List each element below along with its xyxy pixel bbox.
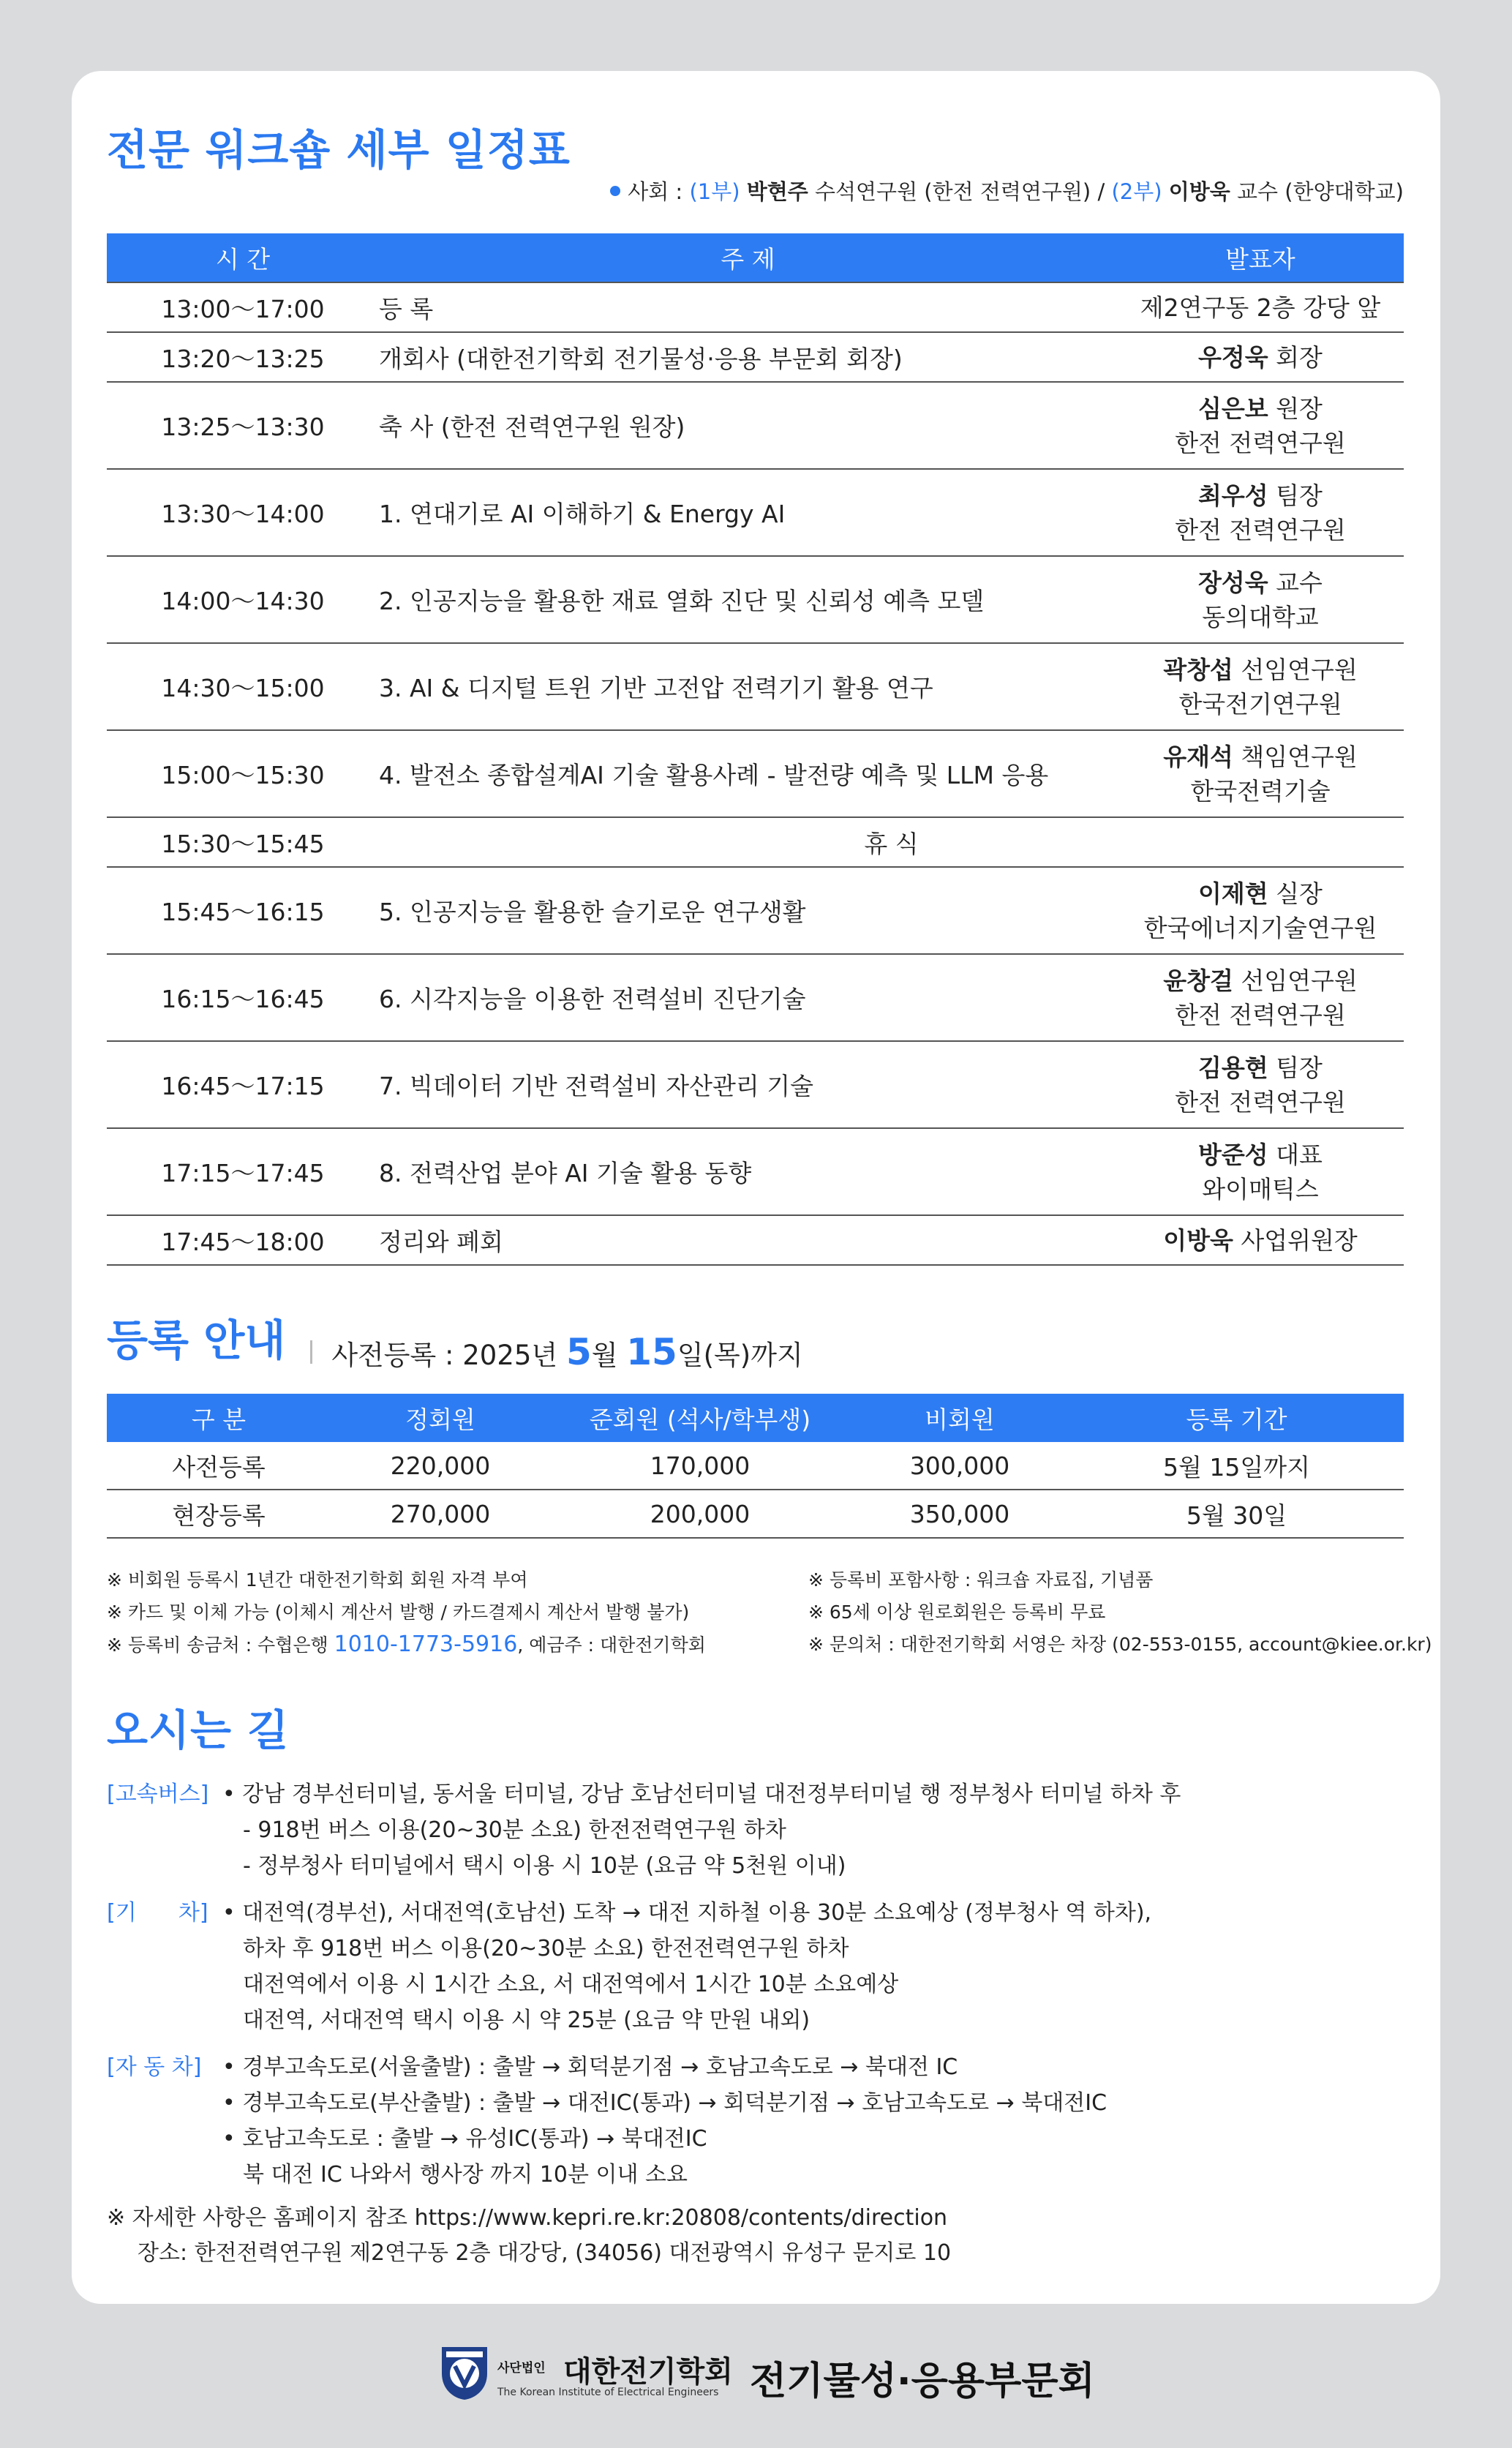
- divider: [310, 1340, 312, 1364]
- fee-cell: 170,000: [550, 1442, 850, 1490]
- presenter-title: 교수: [1268, 568, 1323, 597]
- note-item: ※ 65세 이상 원로회원은 등록비 무료: [808, 1602, 1106, 1623]
- presenter-name: 이제현: [1198, 879, 1268, 908]
- moderator-part2: (2부): [1111, 179, 1162, 204]
- schedule-presenter: [1117, 1128, 1404, 1215]
- presenter-title: 대표: [1268, 1140, 1323, 1169]
- fee-cell: 5월 30일: [1069, 1490, 1404, 1538]
- moderator-name1: 박현주: [746, 179, 808, 204]
- presenter-line: [1117, 1138, 1404, 1172]
- moderator-title2: 교수 (한양대학교): [1230, 179, 1404, 204]
- fee-header-nonmember: 비회원: [850, 1394, 1069, 1442]
- presenter-name: 유재석: [1163, 742, 1233, 771]
- moderator-name2: 이방욱: [1168, 179, 1230, 204]
- schedule-time: 15:30～15:45: [107, 817, 379, 867]
- schedule-time: 16:15～16:45: [107, 954, 379, 1041]
- schedule-row: [107, 556, 1404, 643]
- schedule-topic: 3. AI & 디지털 트윈 기반 고전압 전력기기 활용 연구: [379, 643, 1117, 730]
- directions-car: [자 동 차] • 경부고속도로(서울출발) : 출발 → 회덕분기점 → 호남고속도로 → 북대전 IC • 경부고속도로(부산출발) : 출발 → 대전IC(통과) → 회덕분기점 → 호남고속도로 → 북대전IC • 호남고속도로 : 출발 → 유성IC(통과) → 북대전IC 북 대전 IC 나와서 행사장 까지 10분 이내 소요: [107, 2049, 1181, 2193]
- fee-header-row: [107, 1394, 1404, 1442]
- note-item: ※ 비회원 등록시 1년간 대한전기학회 회원 자격 부여: [107, 1569, 528, 1591]
- schedule-topic: 6. 시각지능을 이용한 전력설비 진단기술: [379, 954, 1117, 1041]
- moderator-part1: (1부): [689, 179, 740, 204]
- presenter-line: [1117, 1051, 1404, 1085]
- fee-cell: 350,000: [850, 1490, 1069, 1538]
- car-label: [자 동 차]: [107, 2054, 202, 2080]
- schedule-time: 13:30～14:00: [107, 469, 379, 556]
- notes-right: [808, 1564, 1432, 1661]
- schedule-row: [107, 282, 1404, 332]
- fee-header-period: 등록 기간: [1069, 1394, 1404, 1442]
- note-contact: ※ 문의처 : 대한전기학회 서영은 차장 (02-553-0155, account@kiee.or.kr): [808, 1634, 1432, 1655]
- schedule-presenter: [1117, 867, 1404, 954]
- presenter-title: 선임연구원: [1233, 966, 1358, 995]
- schedule-row: [107, 1215, 1404, 1265]
- presenter-line: [1117, 740, 1404, 774]
- schedule-title: 전문 워크숍 세부 일정표: [107, 125, 571, 175]
- schedule-presenter: [1117, 1041, 1404, 1128]
- presenter-name: 윤창걸: [1163, 966, 1233, 995]
- presenter-name: 이방욱: [1163, 1225, 1233, 1255]
- presenter-name: 김용현: [1198, 1053, 1268, 1082]
- presenter-title: 원장: [1268, 394, 1323, 423]
- schedule-time: 15:00～15:30: [107, 730, 379, 817]
- header-time: 시 간: [107, 233, 379, 282]
- schedule-time: 13:20～13:25: [107, 332, 379, 382]
- schedule-topic: 축 사 (한전 전력연구원 원장): [379, 382, 1117, 469]
- directions-bus: [고속버스] • 강남 경부선터미널, 동서울 터미널, 강남 호남선터미널 대전정부터미널 행 정부청사 터미널 하차 후 - 918번 버스 이용(20~30분 소요) 한전전력연구원 하차 - 정부청사 터미널에서 택시 이용 시 10분 (요금 약 5천원 이내): [107, 1776, 1181, 1884]
- deadline-day: 15: [626, 1330, 677, 1373]
- schedule-row: [107, 643, 1404, 730]
- schedule-header-row: [107, 233, 1404, 282]
- presenter-line: [1117, 478, 1404, 513]
- schedule-presenter: [1117, 332, 1404, 382]
- schedule-time: 17:45～18:00: [107, 1215, 379, 1265]
- fee-cell: 현장등록: [107, 1490, 331, 1538]
- presenter-line: [1117, 964, 1404, 998]
- presenter-name: 최우성: [1198, 481, 1268, 510]
- moderator-title1: 수석연구원 (한전 전력연구원) /: [808, 179, 1112, 204]
- presenter-line: [1117, 653, 1404, 687]
- schedule-topic: 8. 전력산업 분야 AI 기술 활용 동향: [379, 1128, 1117, 1215]
- moderator-info: [610, 176, 1404, 206]
- schedule-topic: 1. 연대기로 AI 이해하기 & Energy AI: [379, 469, 1117, 556]
- schedule-topic: 정리와 폐회: [379, 1215, 1117, 1265]
- schedule-presenter: [1117, 643, 1404, 730]
- notes-left: [107, 1564, 706, 1662]
- schedule-break: 휴 식: [379, 817, 1404, 867]
- presenter-org: 한전 전력연구원: [1175, 428, 1346, 457]
- schedule-row: [107, 1128, 1404, 1215]
- schedule-presenter: [1117, 1215, 1404, 1265]
- schedule-row: [107, 1041, 1404, 1128]
- directions-list: [107, 1776, 1181, 2193]
- presenter-org: 한전 전력연구원: [1175, 1000, 1346, 1029]
- schedule-row: [107, 730, 1404, 817]
- org-english: The Korean Institute of Electrical Engineers: [497, 2387, 719, 2398]
- schedule-topic: 개회사 (대한전기학회 전기물성·응용 부문회 회장): [379, 332, 1117, 382]
- presenter-org: 한국전기연구원: [1178, 689, 1342, 718]
- directions-footnote: [107, 2201, 951, 2271]
- presenter-org: 한전 전력연구원: [1175, 1087, 1346, 1116]
- directions-train: [기 차] • 대전역(경부선), 서대전역(호남선) 도착 → 대전 지하철 이용 30분 소요예상 (정부청사 역 하차), 하차 후 918번 버스 이용(20~30분 소요) 한전전력연구원 하차 대전역에서 이용 시 1시간 소요, 서 대전역에서 1시간 10분 소요예상 대전역, 서대전역 택시 이용 시 약 25분 (요금 약 만원 내외): [107, 1895, 1181, 2038]
- schedule-row: [107, 867, 1404, 954]
- schedule-topic: 5. 인공지능을 활용한 슬기로운 연구생활: [379, 867, 1117, 954]
- presenter-org: 한전 전력연구원: [1175, 515, 1346, 544]
- fee-row: [107, 1442, 1404, 1490]
- footer: [439, 2341, 1097, 2407]
- presenter-line: [1117, 1223, 1404, 1258]
- schedule-time: 15:45～16:15: [107, 867, 379, 954]
- account-number: 1010-1773-5916: [334, 1632, 518, 1657]
- presenter-line: [1117, 566, 1404, 600]
- schedule-topic: 7. 빅데이터 기반 전력설비 자산관리 기술: [379, 1041, 1117, 1128]
- fee-cell: 5월 15일까지: [1069, 1442, 1404, 1490]
- presenter-name: 방준성: [1198, 1140, 1268, 1169]
- presenter-line: [1117, 391, 1404, 426]
- schedule-time: 16:45～17:15: [107, 1041, 379, 1128]
- fee-cell: 300,000: [850, 1442, 1069, 1490]
- schedule-topic: 2. 인공지능을 활용한 재료 열화 진단 및 신뢰성 예측 모델: [379, 556, 1117, 643]
- fee-cell: 270,000: [331, 1490, 550, 1538]
- pre-registration-deadline: 사전등록 : 2025년 5월 15일(목)까지: [331, 1330, 803, 1373]
- presenter-name: 곽창섭: [1163, 655, 1233, 684]
- fee-header-associate: 준회원 (석사/학부생): [550, 1394, 850, 1442]
- schedule-time: 17:15～17:45: [107, 1128, 379, 1215]
- presenter-title: 실장: [1268, 879, 1323, 908]
- schedule-presenter: 제2연구동 2층 강당 앞: [1117, 282, 1404, 332]
- schedule-topic: 등 록: [379, 282, 1117, 332]
- bus-label: [고속버스]: [107, 1781, 209, 1807]
- schedule-row: [107, 469, 1404, 556]
- schedule-time: 14:30～15:00: [107, 643, 379, 730]
- presenter-name: 심은보: [1198, 394, 1268, 423]
- presenter-line: [1117, 340, 1404, 375]
- presenter-title: 팀장: [1268, 481, 1323, 510]
- presenter-org: 와이매틱스: [1202, 1174, 1319, 1204]
- schedule-row: [107, 382, 1404, 469]
- registration-title: 등록 안내: [107, 1315, 286, 1365]
- fee-header-category: 구 분: [107, 1394, 331, 1442]
- fee-row: [107, 1490, 1404, 1538]
- org-prefix: 사단법인: [497, 2361, 546, 2376]
- schedule-row: [107, 817, 1404, 867]
- note-account: ※ 등록비 송금처 : 수협은행 1010-1773-5916, 예금주 : 대한전기학회: [107, 1632, 706, 1657]
- directions-title: 오시는 길: [107, 1705, 290, 1755]
- header-topic: 주 제: [379, 233, 1117, 282]
- presenter-org: 한국에너지기술연구원: [1143, 913, 1377, 942]
- note-item: ※ 등록비 포함사항 : 워크숍 자료집, 기념품: [808, 1569, 1154, 1591]
- presenter-org: 한국전력기술: [1190, 776, 1331, 806]
- presenter-title: 회장: [1268, 342, 1323, 372]
- presenter-name: 장성욱: [1198, 568, 1268, 597]
- presenter-name: 우정욱: [1198, 342, 1268, 372]
- schedule-time: 14:00～14:30: [107, 556, 379, 643]
- venue-address: 장소: 한전전력연구원 제2연구동 2층 대강당, (34056) 대전광역시 유성구 문지로 10: [138, 2240, 952, 2266]
- note-item: ※ 카드 및 이체 가능 (이체시 계산서 발행 / 카드결제시 계산서 발행 불가): [107, 1602, 690, 1623]
- presenter-title: 팀장: [1268, 1053, 1323, 1082]
- division-name: 전기물성·응용부문회: [750, 2359, 1095, 2403]
- bullet-dot-icon: [610, 186, 620, 196]
- schedule-presenter: [1117, 382, 1404, 469]
- org-name: 대한전기학회: [563, 2355, 733, 2389]
- schedule-presenter: [1117, 730, 1404, 817]
- schedule-table: [107, 233, 1404, 1266]
- schedule-presenter: [1117, 954, 1404, 1041]
- fee-cell: 220,000: [331, 1442, 550, 1490]
- registration-heading: [107, 1306, 803, 1373]
- kiee-logo-icon: [439, 2344, 490, 2401]
- schedule-topic: 4. 발전소 종합설계AI 기술 활용사례 - 발전량 예측 및 LLM 응용: [379, 730, 1117, 817]
- schedule-time: 13:00～17:00: [107, 282, 379, 332]
- schedule-presenter: [1117, 556, 1404, 643]
- fee-header-regular: 정회원: [331, 1394, 550, 1442]
- presenter-title: 책임연구원: [1233, 742, 1358, 771]
- train-label: [기 차]: [107, 1900, 208, 1926]
- deadline-month: 5: [565, 1330, 592, 1373]
- schedule-row: [107, 954, 1404, 1041]
- presenter-line: [1117, 876, 1404, 911]
- fee-cell: 200,000: [550, 1490, 850, 1538]
- schedule-row: [107, 332, 1404, 382]
- fee-cell: 사전등록: [107, 1442, 331, 1490]
- fee-table: [107, 1394, 1404, 1539]
- presenter-org: 동의대학교: [1202, 602, 1319, 631]
- homepage-reference[interactable]: ※ 자세한 사항은 홈페이지 참조 https://www.kepri.re.kr:20808/contents/direction: [107, 2205, 948, 2231]
- presenter-title: 사업위원장: [1233, 1225, 1358, 1255]
- schedule-presenter: [1117, 469, 1404, 556]
- schedule-time: 13:25～13:30: [107, 382, 379, 469]
- header-presenter: 발표자: [1117, 233, 1404, 282]
- moderator-prefix: 사회 :: [628, 179, 690, 204]
- presenter-title: 선임연구원: [1233, 655, 1358, 684]
